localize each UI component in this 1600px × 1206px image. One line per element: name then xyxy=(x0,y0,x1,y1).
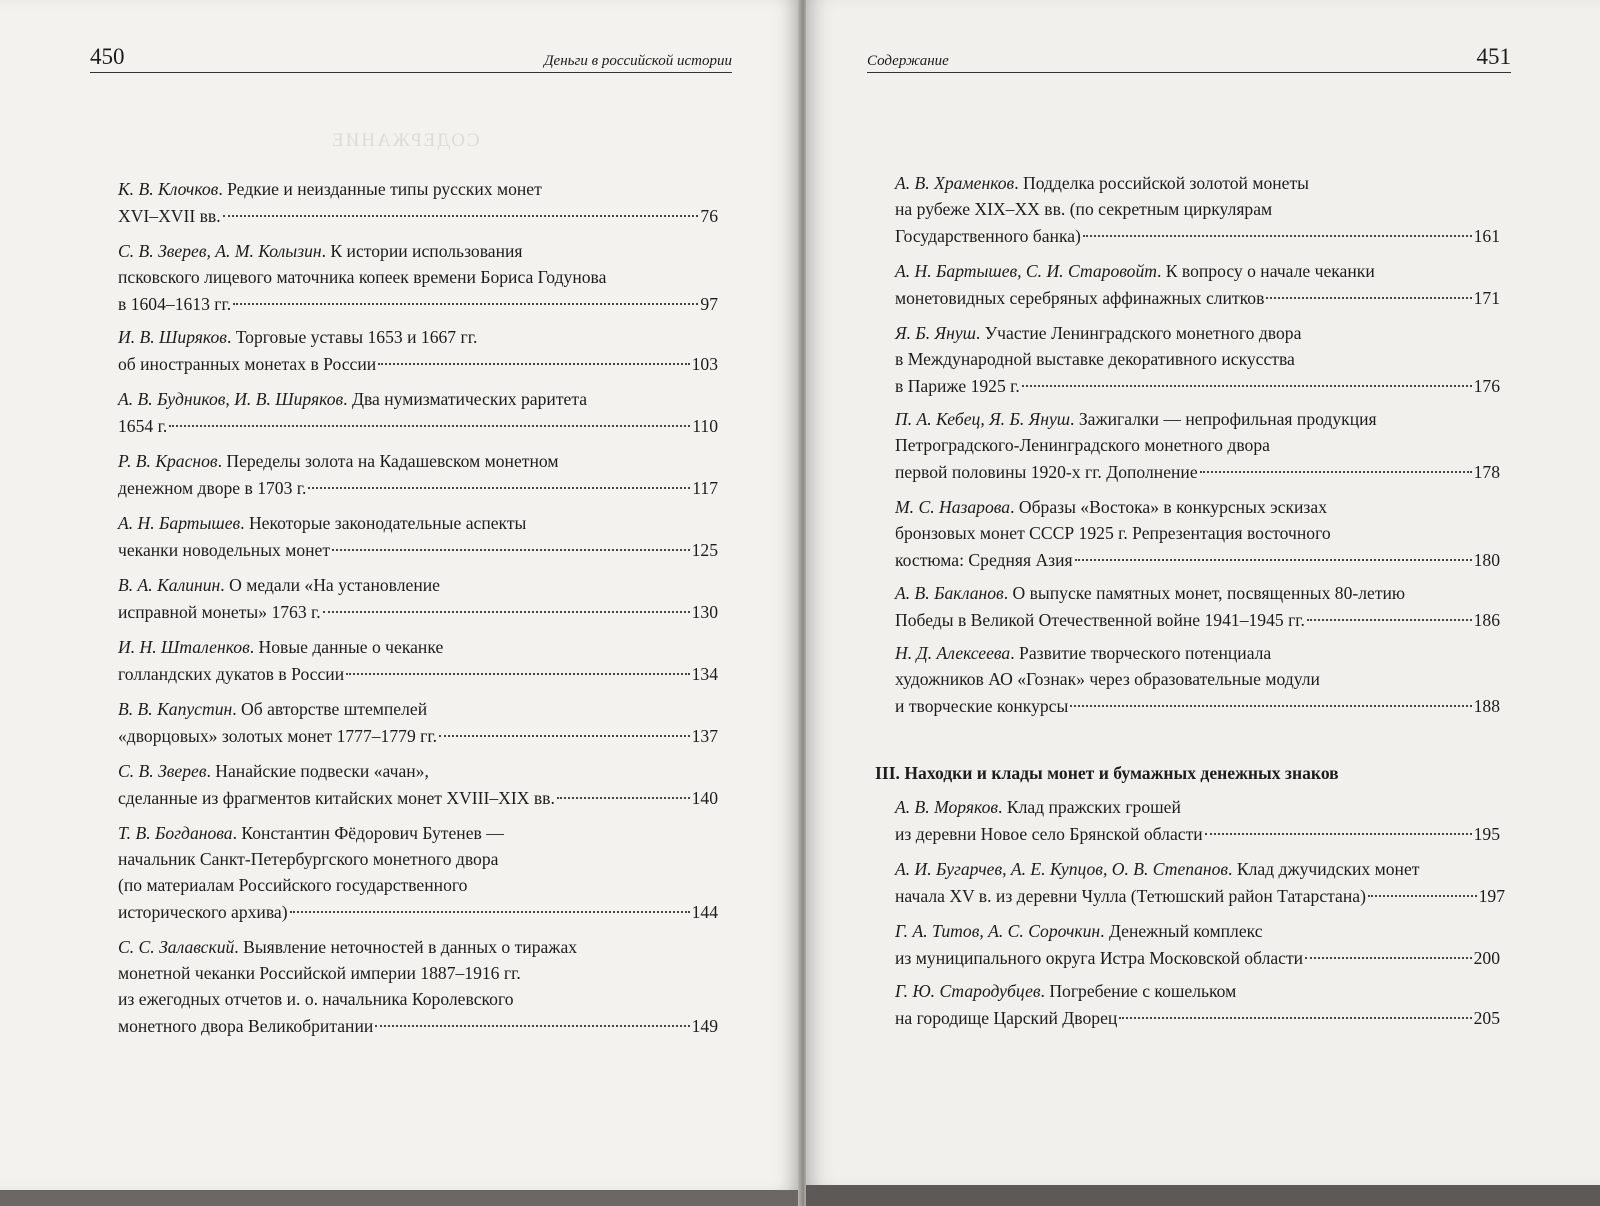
entry-leader-line xyxy=(895,372,1500,399)
entry-author: Г. Ю. Стародубцев xyxy=(895,981,1041,1001)
toc-entry xyxy=(118,696,718,749)
entry-title-end: в 1604–1613 гг. xyxy=(118,294,232,314)
dot-leader xyxy=(1307,601,1472,621)
entry-leader-line xyxy=(118,474,718,501)
entry-leader-line xyxy=(118,1012,718,1039)
toc-entry xyxy=(118,934,718,1039)
entry-title-end: исторического архива) xyxy=(118,902,288,922)
entry-title: . Нанайские подвески «ачан», xyxy=(206,761,429,781)
left-running-head xyxy=(90,38,732,73)
entry-author: А. В. Храменков xyxy=(895,173,1015,193)
entry-page-number: 176 xyxy=(1473,376,1500,396)
entry-title-end: сделанные из фрагментов китайских монет XVIII–XIX вв. xyxy=(118,788,555,808)
entry-title-line: монетной чеканки Российской империи 1887–1916 гг. xyxy=(118,963,521,983)
toc-entry xyxy=(895,580,1500,633)
entry-page-number: 178 xyxy=(1473,462,1500,482)
entry-page-number: 197 xyxy=(1478,886,1505,906)
dot-leader xyxy=(439,717,690,737)
running-title: Содержание xyxy=(867,53,949,69)
entry-title-end: монетного двора Великобритании xyxy=(118,1016,374,1036)
toc-entry xyxy=(895,978,1500,1031)
entry-page-number: 125 xyxy=(691,540,718,560)
entry-title: . Участие Ленинградского монетного двора xyxy=(975,323,1302,343)
entry-title: . Два нумизматических раритета xyxy=(343,389,588,409)
entry-author: А. В. Будников, И. В. Ширяков xyxy=(118,389,344,409)
section-heading: III. Находки и клады монет и бумажных денежных знаков xyxy=(875,763,1339,783)
entry-page-number: 180 xyxy=(1473,550,1500,570)
entry-page-number: 140 xyxy=(691,788,718,808)
entry-leader-line xyxy=(118,598,718,625)
dot-leader xyxy=(378,345,689,365)
entry-title: . Клад пражских грошей xyxy=(998,797,1181,817)
page-bottom-edge xyxy=(806,1185,1600,1206)
dot-leader xyxy=(1070,687,1471,707)
dot-leader xyxy=(332,531,690,551)
entry-page-number: 76 xyxy=(700,206,718,226)
running-title: Деньги в российской истории xyxy=(544,53,732,69)
toc-entry xyxy=(118,386,718,439)
toc-entry xyxy=(118,324,718,377)
toc-entry xyxy=(118,510,718,563)
toc-entry xyxy=(118,820,718,925)
entry-title-end: костюма: Средняя Азия xyxy=(895,550,1073,570)
entry-author: В. В. Капустин xyxy=(118,699,233,719)
entry-author: А. Н. Бартышев xyxy=(118,513,241,533)
entry-title-line: из ежегодных отчетов и. о. начальника Королевского xyxy=(118,989,514,1009)
entry-author: С. В. Зверев, А. М. Колызин xyxy=(118,241,322,261)
toc-entry xyxy=(895,406,1500,485)
dot-leader xyxy=(1119,999,1471,1019)
entry-author: В. А. Калинин xyxy=(118,575,221,595)
dot-leader xyxy=(1083,217,1472,237)
entry-title: . Зажигалки — непрофильная продукция xyxy=(1070,409,1377,429)
entry-page-number: 186 xyxy=(1473,610,1500,630)
entry-title-end: голландских дукатов в России xyxy=(118,664,345,684)
dot-leader xyxy=(233,285,698,305)
dot-leader xyxy=(290,893,690,913)
dot-leader xyxy=(1305,939,1472,959)
entry-author: Г. А. Титов, А. С. Сорочкин xyxy=(895,921,1101,941)
dot-leader xyxy=(323,593,690,613)
toc-entry xyxy=(895,258,1500,311)
entry-page-number: 161 xyxy=(1473,226,1500,246)
dot-leader xyxy=(375,1007,689,1027)
entry-author: Я. Б. Януш xyxy=(895,323,976,343)
entry-title-end: и творческие конкурсы xyxy=(895,696,1069,716)
entry-leader-line xyxy=(895,606,1500,633)
toc-entry xyxy=(895,320,1500,399)
entry-title-line xyxy=(895,320,1500,346)
entry-author: И. В. Ширяков xyxy=(118,327,227,347)
entry-title-line: начальник Санкт-Петербургского монетного двора xyxy=(118,849,499,869)
entry-title-end: в Париже 1925 г. xyxy=(895,376,1020,396)
entry-title: . Денежный комплекс xyxy=(1100,921,1263,941)
entry-page-number: 171 xyxy=(1473,288,1500,308)
entry-leader-line xyxy=(118,290,718,317)
entry-page-number: 134 xyxy=(691,664,718,684)
dot-leader xyxy=(557,779,690,799)
entry-leader-line xyxy=(895,882,1505,909)
entry-leader-line xyxy=(895,546,1500,573)
entry-leader-line xyxy=(895,284,1500,311)
toc-entry xyxy=(118,634,718,687)
entry-title-end: первой половины 1920-х гг. Дополнение xyxy=(895,462,1198,482)
bleed-through-heading: СОДЕРЖАНИЕ xyxy=(330,130,480,151)
entry-leader-line xyxy=(895,820,1500,847)
dot-leader xyxy=(1266,279,1471,299)
entry-leader-line xyxy=(118,660,718,687)
entry-title-line: бронзовых монет СССР 1925 г. Репрезентация восточного xyxy=(895,523,1331,543)
dot-leader xyxy=(346,655,689,675)
entry-title: . Развитие творческого потенциала xyxy=(1010,643,1272,663)
entry-leader-line xyxy=(895,944,1500,971)
entry-title-end: XVI–XVII вв. xyxy=(118,206,221,226)
entry-title-end: об иностранных монетах в России xyxy=(118,354,377,374)
entry-title-line: Петроградского-Ленинградского монетного двора xyxy=(895,435,1270,455)
entry-title-line: (по материалам Российского государственного xyxy=(118,875,468,895)
entry-author: А. В. Моряков xyxy=(895,797,999,817)
entry-title-line xyxy=(895,406,1500,432)
entry-title: . Редкие и неизданные типы русских монет xyxy=(218,179,542,199)
entry-title: . О выпуске памятных монет, посвященных 80-летию xyxy=(1003,583,1406,603)
entry-leader-line xyxy=(118,350,718,377)
page-number: 451 xyxy=(1476,44,1511,69)
entry-author: И. Н. Шталенков xyxy=(118,637,250,657)
dot-leader xyxy=(1075,541,1472,561)
entry-leader-line xyxy=(895,692,1500,719)
entry-title-end: 1654 г. xyxy=(118,416,168,436)
entry-title: . Подделка российской золотой монеты xyxy=(1014,173,1310,193)
entry-title-end: монетовидных серебряных аффинажных слитков xyxy=(895,288,1265,308)
entry-author: А. Н. Бартышев, С. И. Старовойт xyxy=(895,261,1157,281)
dot-leader xyxy=(223,197,699,217)
entry-author: А. В. Бакланов xyxy=(895,583,1004,603)
toc-entry xyxy=(118,176,718,229)
right-running-head xyxy=(867,38,1511,73)
entry-title-end: на городище Царский Дворец xyxy=(895,1008,1118,1028)
toc-entry xyxy=(895,170,1500,249)
entry-title-end: Государственного банка) xyxy=(895,226,1081,246)
entry-title-line xyxy=(895,170,1500,196)
toc-entry xyxy=(895,918,1500,971)
entry-leader-line xyxy=(118,722,718,749)
dot-leader xyxy=(1200,453,1472,473)
entry-author: П. А. Кебец, Я. Б. Януш xyxy=(895,409,1071,429)
entry-title: . Погребение с кошельком xyxy=(1040,981,1237,1001)
entry-leader-line xyxy=(895,1004,1500,1031)
entry-leader-line xyxy=(118,202,718,229)
entry-title-end: начала XV в. из деревни Чулла (Тетюшский район Татарстана) xyxy=(895,886,1366,906)
entry-author: К. В. Клочков xyxy=(118,179,219,199)
entry-title: . Переделы золота на Кадашевском монетном xyxy=(217,451,559,471)
entry-author: А. И. Бугарчев, А. Е. Купцов, О. В. Степанов xyxy=(895,859,1229,879)
dot-leader xyxy=(169,407,690,427)
entry-title: . К истории использования xyxy=(321,241,523,261)
entry-title: . Выявление неточностей в данных о тиражах xyxy=(234,937,578,957)
entry-title-line xyxy=(895,640,1500,666)
entry-title: . Константин Фёдорович Бутенев — xyxy=(232,823,504,843)
entry-page-number: 103 xyxy=(691,354,718,374)
page-number: 450 xyxy=(90,44,125,69)
toc-entry xyxy=(895,640,1500,719)
entry-page-number: 117 xyxy=(692,478,718,498)
toc-entry xyxy=(895,494,1500,573)
entry-leader-line xyxy=(118,412,718,439)
entry-author: С. С. Залавский xyxy=(118,937,235,957)
entry-title-end: чеканки новодельных монет xyxy=(118,540,331,560)
entry-title-line: художников АО «Гознак» через образовательные модули xyxy=(895,669,1320,689)
right-page xyxy=(806,0,1600,1185)
toc-entry xyxy=(118,448,718,501)
dot-leader xyxy=(308,469,690,489)
entry-page-number: 130 xyxy=(691,602,718,622)
entry-title-end: из деревни Новое село Брянской области xyxy=(895,824,1203,844)
toc-entry xyxy=(895,794,1500,847)
dot-leader xyxy=(1022,367,1472,387)
entry-author: Р. В. Краснов xyxy=(118,451,218,471)
entry-title-line xyxy=(118,934,718,960)
entry-title: . Торговые уставы 1653 и 1667 гг. xyxy=(226,327,478,347)
entry-title-end: исправной монеты» 1763 г. xyxy=(118,602,321,622)
entry-page-number: 110 xyxy=(692,416,718,436)
dot-leader xyxy=(1368,877,1477,897)
entry-leader-line xyxy=(118,898,718,925)
entry-title-end: Победы в Великой Отечественной войне 1941–1945 гг. xyxy=(895,610,1305,630)
entry-author: М. С. Назарова xyxy=(895,497,1011,517)
entry-leader-line xyxy=(895,222,1500,249)
entry-title: . Образы «Востока» в конкурсных эскизах xyxy=(1010,497,1327,517)
entry-title-end: «дворцовых» золотых монет 1777–1779 гг. xyxy=(118,726,437,746)
entry-title-end: из муниципального округа Истра Московской области xyxy=(895,948,1304,968)
entry-page-number: 205 xyxy=(1473,1008,1500,1028)
entry-title: . Новые данные о чеканке xyxy=(249,637,444,657)
entry-leader-line xyxy=(118,784,718,811)
entry-title-line xyxy=(118,820,718,846)
toc-entry xyxy=(118,758,718,811)
toc-entry xyxy=(118,572,718,625)
entry-title-line xyxy=(895,494,1500,520)
entry-page-number: 97 xyxy=(700,294,718,314)
entry-page-number: 149 xyxy=(691,1016,718,1036)
entry-title: . К вопросу о начале чеканки xyxy=(1156,261,1375,281)
entry-title-line: в Международной выставке декоративного искусства xyxy=(895,349,1295,369)
entry-title: . О медали «На установление xyxy=(220,575,440,595)
entry-title: . Клад джучидских монет xyxy=(1228,859,1420,879)
entry-page-number: 144 xyxy=(691,902,718,922)
entry-title: . Об авторстве штемпелей xyxy=(232,699,428,719)
entry-page-number: 195 xyxy=(1473,824,1500,844)
entry-title-end: денежном дворе в 1703 г. xyxy=(118,478,307,498)
entry-page-number: 137 xyxy=(691,726,718,746)
entry-leader-line xyxy=(118,536,718,563)
entry-leader-line xyxy=(895,458,1500,485)
entry-title-line: на рубеже XIX–XX вв. (по секретным циркулярам xyxy=(895,199,1273,219)
entry-title: . Некоторые законодательные аспекты xyxy=(240,513,527,533)
entry-title-line xyxy=(118,238,718,264)
entry-author: Н. Д. Алексеева xyxy=(895,643,1011,663)
dot-leader xyxy=(1205,815,1472,835)
left-page xyxy=(0,0,800,1190)
entry-title-line: псковского лицевого маточника копеек времени Бориса Годунова xyxy=(118,267,607,287)
entry-author: С. В. Зверев xyxy=(118,761,207,781)
toc-entry xyxy=(118,238,718,317)
entry-author: Т. В. Богданова xyxy=(118,823,233,843)
entry-page-number: 188 xyxy=(1473,696,1500,716)
entry-page-number: 200 xyxy=(1473,948,1500,968)
toc-entry xyxy=(895,856,1505,909)
